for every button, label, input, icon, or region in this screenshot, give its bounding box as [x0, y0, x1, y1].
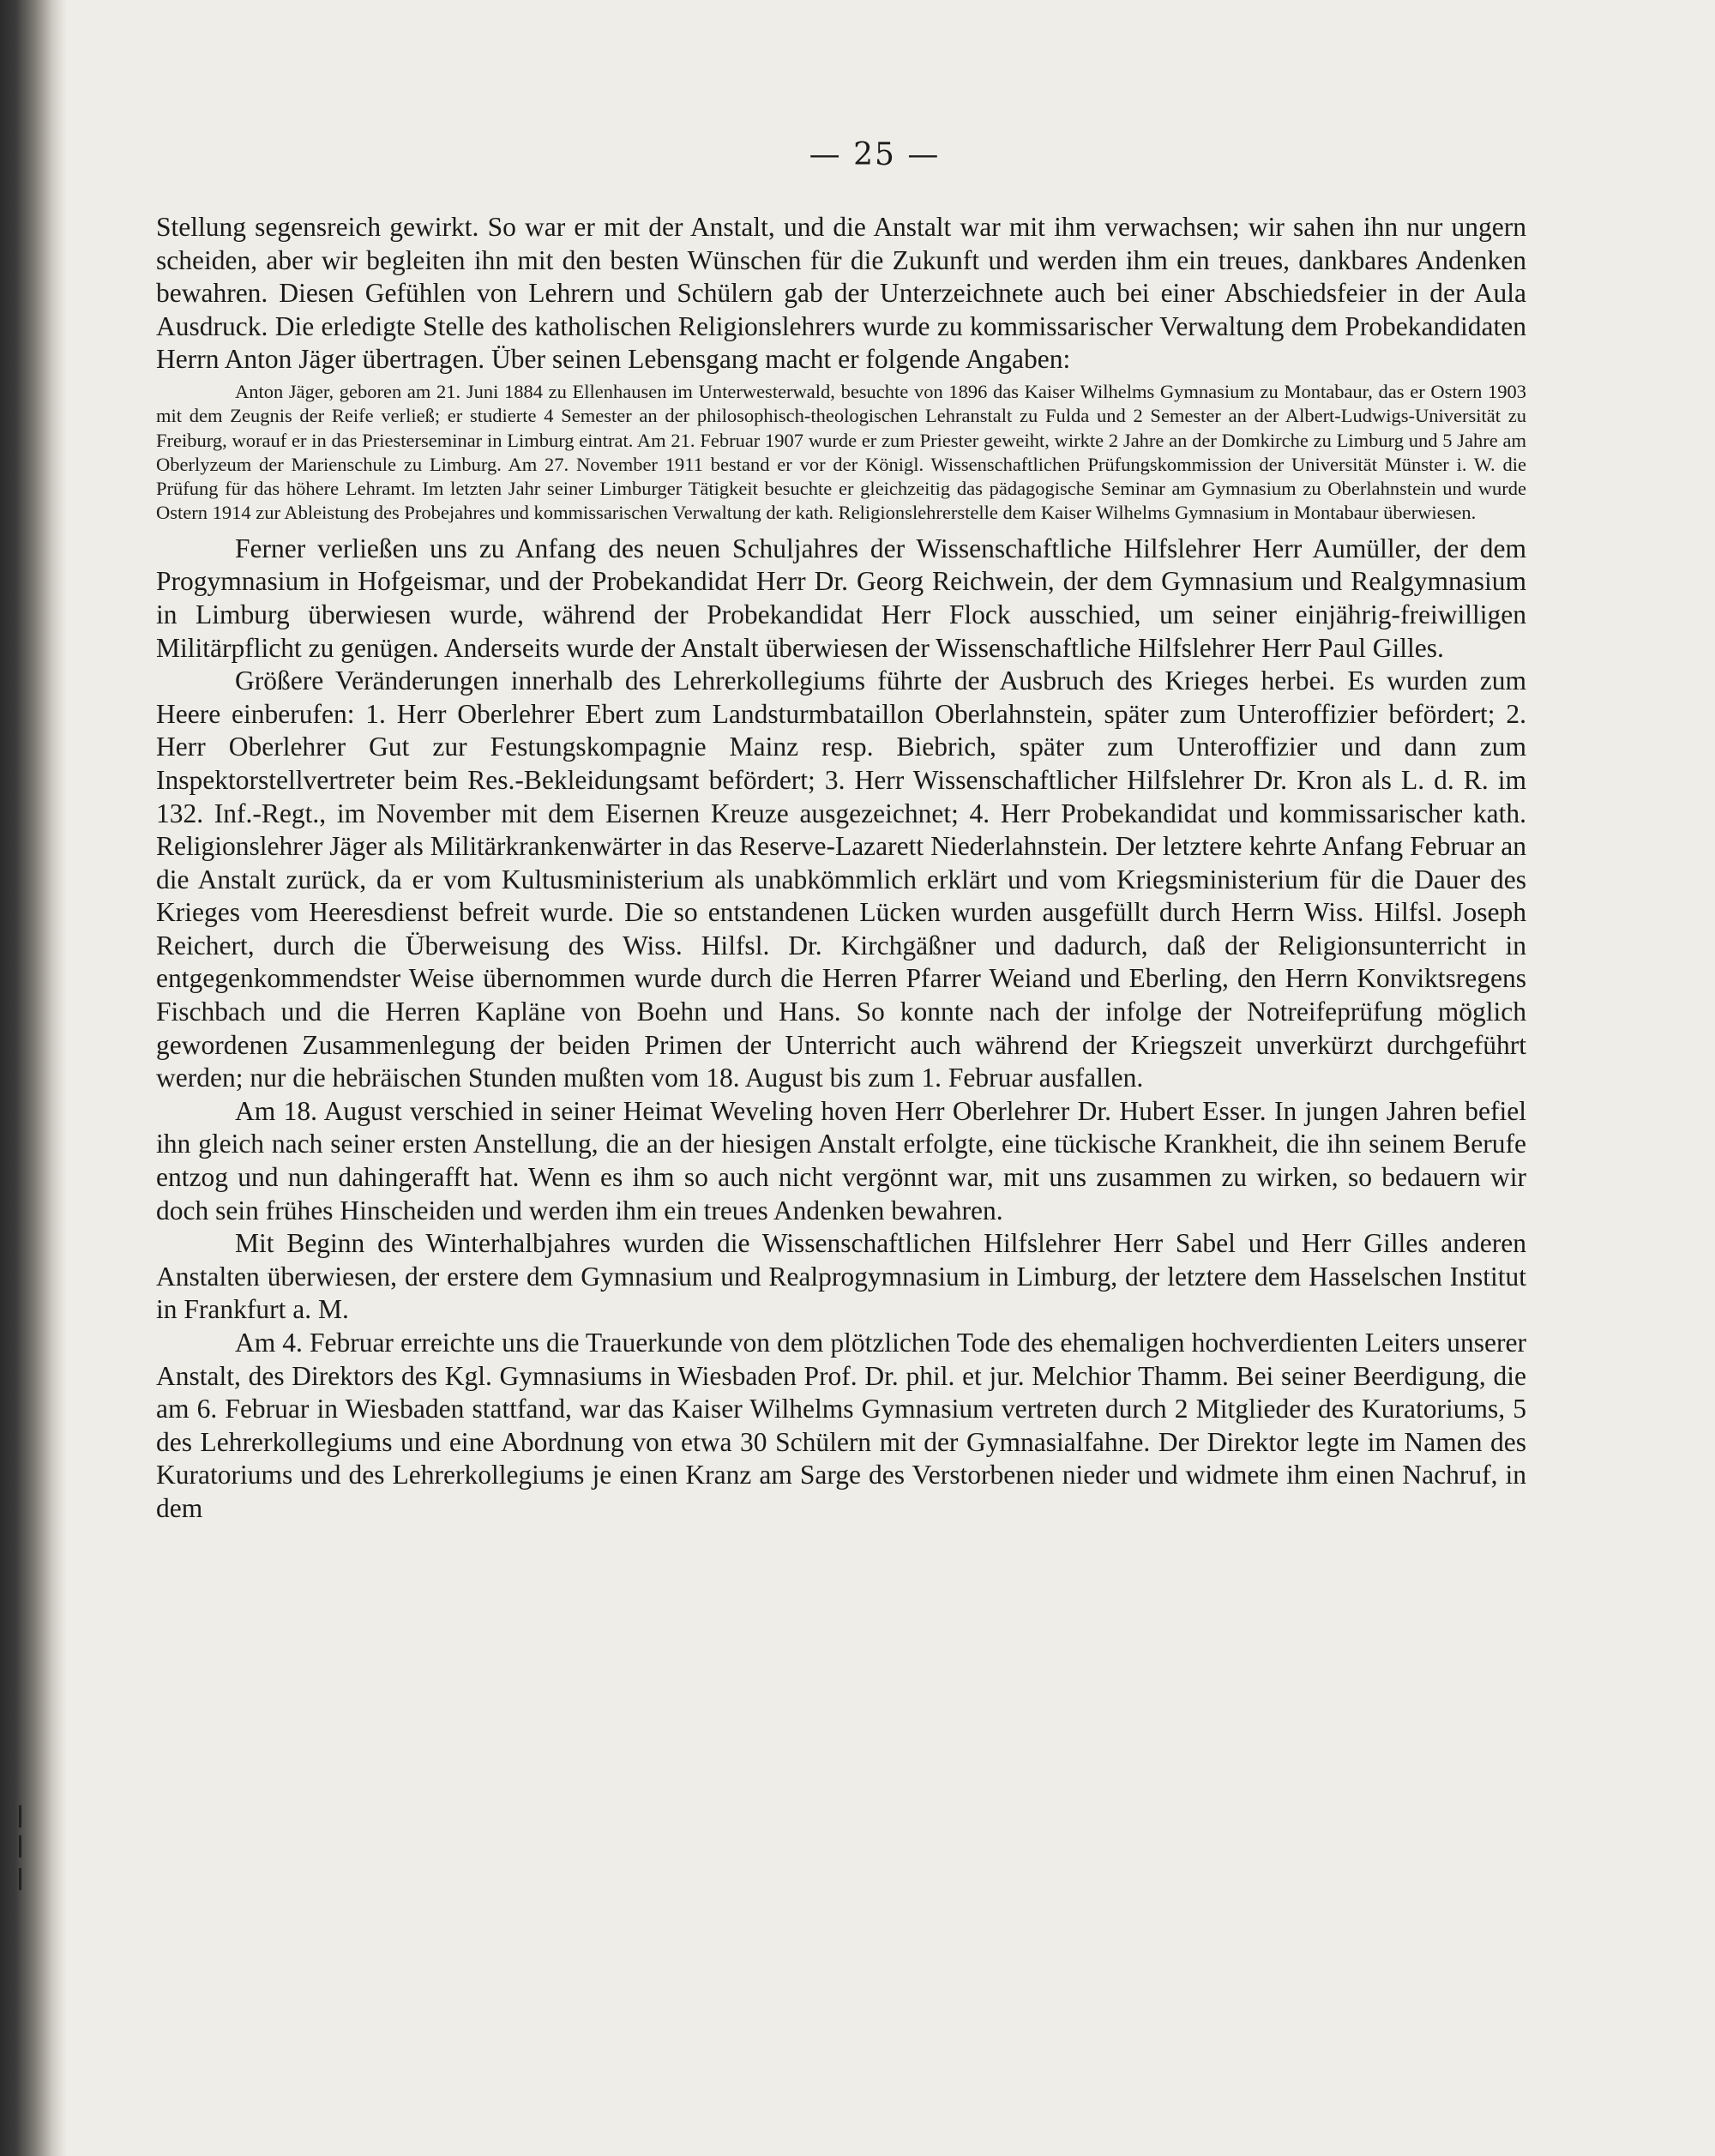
paragraph-ferner: Ferner verließen uns zu Anfang des neuen Schuljahres der Wissenschaftliche Hilfslehrer Herr Aumüller, der dem Progymnasium in Hofgeismar, und der Probekandidat Herr Dr. Georg Reichwein, der dem Gymnasium und Realgymnasium in Limburg überwiesen wurde, während der Probekandidat Herr Flock ausschied, um seiner einjährig-freiwilligen Militärpflicht zu genügen. Anderseits wurde der Anstalt überwiesen der Wissenschaftliche Hilfslehrer Herr Paul Gilles.: [156, 533, 1526, 663]
paragraph-thamm: Am 4. Februar erreichte uns die Trauerkunde von dem plötzlichen Tode des ehemaligen hochverdienten Leiters unserer Anstalt, des Direktors des Kgl. Gymnasiums in Wiesbaden Prof. Dr. phil. et jur. Melchior Thamm. Bei seiner Beerdigung, die am 6. Februar in Wiesbaden stattfand, war das Kaiser Wilhelms Gymnasium vertreten durch 2 Mitglieder des Kuratoriums, 5 des Lehrerkollegiums und eine Abordnung von etwa 30 Schülern mit der Gymnasialfahne. Der Direktor legte im Namen des Kuratoriums und des Lehrerkollegiums je einen Kranz am Sarge des Verstorbenen nieder und widmete ihm einen Nachruf, in dem: [156, 1328, 1526, 1523]
page-body: [156, 211, 1526, 1526]
paragraph-esser: Am 18. August verschied in seiner Heimat Weveling hoven Herr Oberlehrer Dr. Hubert Esser. In jungen Jahren befiel ihn gleich nach seiner ersten Anstellung, die an der hiesigen Anstalt erfolgte, eine tückische Krankheit, die ihn seinem Berufe entzog und nun dahingerafft hat. Wenn es ihm so auch nicht vergönnt war, mit uns zusammen zu wirken, so bedauern wir doch sein frühes Hinscheiden und werden ihm ein treues Andenken bewahren.: [156, 1095, 1526, 1226]
paragraph-stellung: Stellung segensreich gewirkt. So war er mit der Anstalt, und die Anstalt war mit ihm verwachsen; wir sahen ihn nur ungern scheiden, aber wir begleiten ihn mit den besten Wünschen für die Zukunft und werden ihm ein treues, dankbares Andenken bewahren. Diesen Gefühlen von Lehrern und Schülern gab der Unterzeichnete auch bei einer Abschiedsfeier in der Aula Ausdruck. Die erledigte Stelle des katholischen Religionslehrers wurde zu kommissarischer Verwaltung dem Probekandidaten Herrn Anton Jäger übertragen. Über seinen Lebensgang macht er folgende Angaben:: [156, 212, 1526, 375]
biography-note: Anton Jäger, geboren am 21. Juni 1884 zu Ellenhausen im Unterwesterwald, besuchte von 1896 das Kaiser Wilhelms Gymnasium zu Montabaur, das er Ostern 1903 mit dem Zeugnis der Reife verließ; er studierte 4 Semester an der philosophisch-theologischen Lehranstalt zu Fulda und 2 Semester an der Albert-Ludwigs-Universität zu Freiburg, worauf er in das Priesterseminar in Limburg eintrat. Am 21. Februar 1907 wurde er zum Priester geweiht, wirkte 2 Jahre an der Domkirche zu Limburg und 5 Jahre am Oberlyzeum der Marienschule zu Limburg. Am 27. November 1911 bestand er vor der Königl. Wissenschaftlichen Prüfungskommission der Universität Münster i. W. die Prüfung für das höhere Lehramt. Im letzten Jahr seiner Limburger Tätigkeit besuchte er gleichzeitig das pädagogische Seminar am Gymnasium zu Oberlahnstein und wurde Ostern 1914 zur Ableistung des Probejahres und kommissarischen Verwaltung der kath. Religionslehrerstelle dem Kaiser Wilhelms Gymnasium in Montabaur überwiesen.: [156, 380, 1526, 524]
gutter-mark: [19, 1805, 21, 1828]
gutter-mark: [19, 1868, 21, 1890]
paragraph-krieg: Größere Veränderungen innerhalb des Lehrerkollegiums führte der Ausbruch des Krieges herbei. Es wurden zum Heere einberufen: 1. Herr Oberlehrer Ebert zum Landsturmbataillon Oberlahnstein, später zum Unteroffizier befördert; 2. Herr Oberlehrer Gut zur Festungskompagnie Mainz resp. Biebrich, später zum Unteroffizier und dann zum Inspektorstellvertreter beim Res.-Bekleidungsamt befördert; 3. Herr Wissenschaftlicher Hilfslehrer Dr. Kron als L. d. R. im 132. Inf.-Regt., im November mit dem Eisernen Kreuze ausgezeichnet; 4. Herr Probekandidat und kommissarischer kath. Religionslehrer Jäger als Militärkrankenwärter in das Reserve-Lazarett Niederlahnstein. Der letztere kehrte Anfang Februar an die Anstalt zurück, da er vom Kultusministerium als unabkömmlich erklärt und vom Kriegsministerium für die Dauer des Krieges vom Heeresdienst befreit wurde. Die so entstandenen Lücken wurden ausgefüllt durch Herrn Wiss. Hilfsl. Joseph Reichert, durch die Überweisung des Wiss. Hilfsl. Dr. Kirchgäßner und dadurch, daß der Religionsunterricht in entgegenkommendster Weise übernommen wurde durch die Herren Pfarrer Weiand und Eberling, den Herrn Konviktsregens Fischbach und die Herren Kapläne von Boehn und Hans. So konnte nach der infolge der Notreifeprüfung möglich gewordenen Zusammenlegung der beiden Primen der Unterricht auch während der Kriegszeit unverkürzt durchgeführt werden; nur die hebräischen Stunden mußten vom 18. August bis zum 1. Februar ausfallen.: [156, 665, 1526, 1093]
gutter-mark: [19, 1835, 21, 1858]
paragraph-winterhalbjahr: Mit Beginn des Winterhalbjahres wurden die Wissenschaftlichen Hilfslehrer Herr Sabel und Herr Gilles anderen Anstalten überwiesen, der erstere dem Gymnasium und Realprogymnasium in Limburg, der letztere dem Hasselschen Institut in Frankfurt a. M.: [156, 1228, 1526, 1325]
page-number: — 25 —: [809, 137, 941, 172]
book-binding-shadow: [0, 0, 67, 2156]
